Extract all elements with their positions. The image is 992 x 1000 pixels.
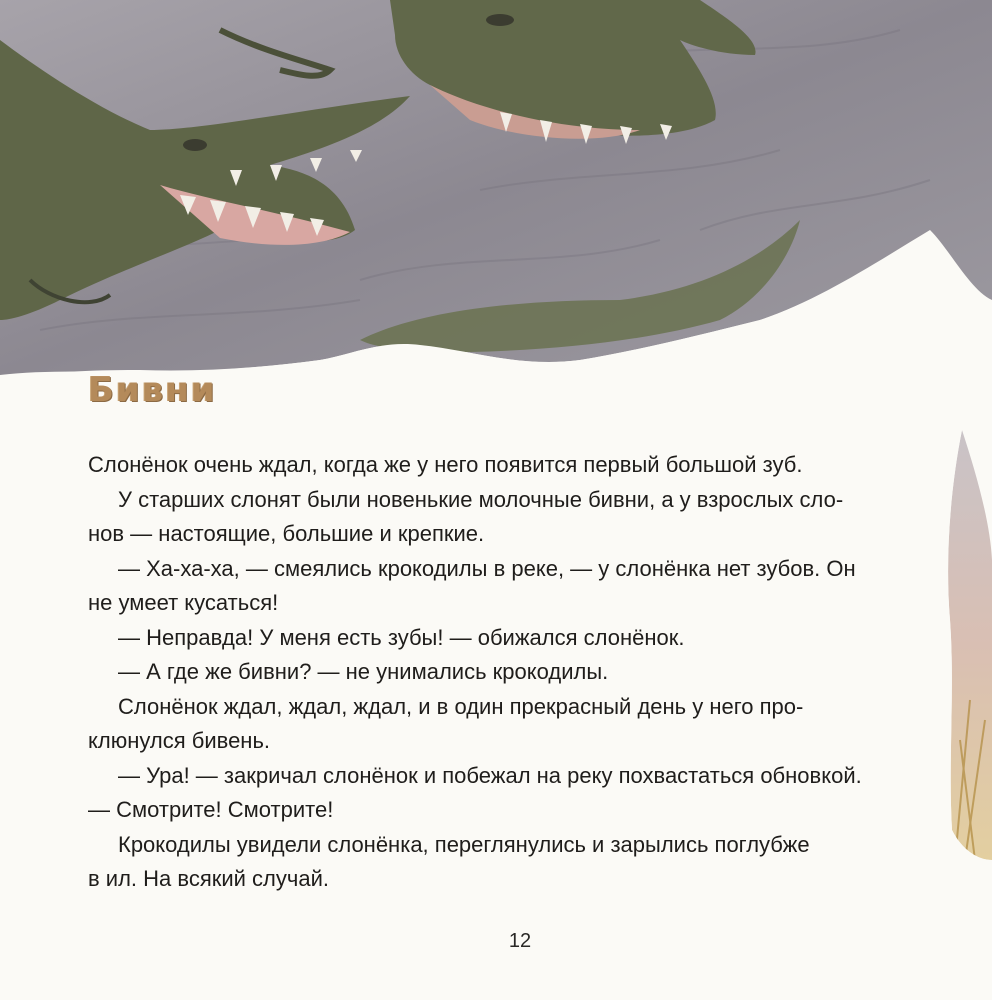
paragraph-8	[88, 828, 914, 897]
text-line: в ил. На всякий случай.	[88, 866, 329, 891]
text-line: — Смотрите! Смотрите!	[88, 797, 334, 822]
text-line: нов — настоящие, большие и крепкие.	[88, 521, 485, 546]
text-line: — Неправда! У меня есть зубы! — обижался слонёнок.	[118, 624, 685, 650]
text-line: — Ха-ха-ха, — смеялись крокодилы в реке, — у слонёнка нет зубов. Он	[118, 555, 856, 581]
text-line: Слонёнок очень ждал, когда же у него появится первый большой зуб.	[88, 452, 803, 477]
text-line: клюнулся бивень.	[88, 728, 271, 753]
paragraph-4	[88, 621, 914, 656]
paragraph-5	[88, 655, 914, 690]
paragraph-7	[88, 759, 914, 828]
paragraph-3	[88, 552, 914, 621]
page-number: 12	[508, 930, 532, 952]
story-text	[88, 448, 914, 897]
paragraph-1	[88, 448, 914, 483]
text-line: — Ура! — закричал слонёнок и побежал на реку похвастаться обновкой.	[118, 762, 862, 788]
text-line: Крокодилы увидели слонёнка, переглянулись и зарылись поглубже	[118, 831, 810, 857]
text-line: не умеет кусаться!	[88, 590, 279, 615]
text-line: — А где же бивни? — не унимались крокодилы.	[118, 659, 609, 684]
paragraph-6	[88, 690, 914, 759]
text-line: Слонёнок ждал, ждал, ждал, и в один прекрасный день у него про-	[118, 693, 804, 719]
right-side-scenery	[948, 430, 992, 860]
paragraph-2	[88, 483, 914, 552]
story-title: Бивни	[88, 370, 217, 410]
text-line: У старших слонят были новенькие молочные бивни, а у взрослых сло-	[118, 486, 844, 512]
